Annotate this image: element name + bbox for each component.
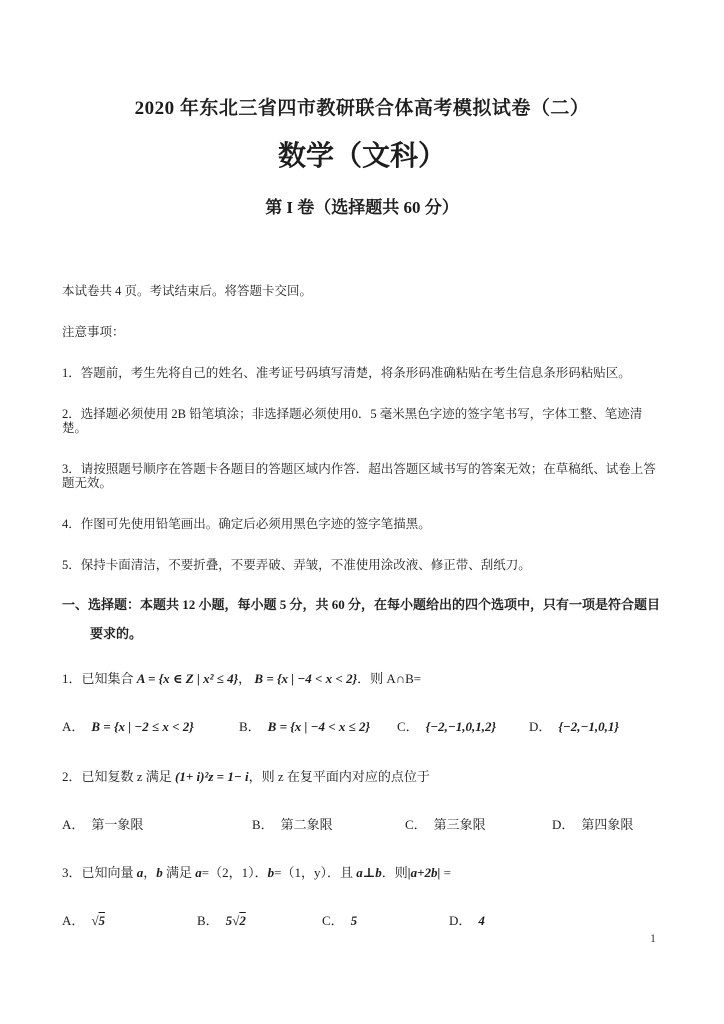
option-text: 5√2	[225, 913, 246, 928]
option-label: A．	[62, 817, 85, 832]
question-3-option-b	[197, 911, 322, 931]
question-1-options	[62, 717, 662, 737]
question-2-stem: 2．已知复数 z 满足 (1+ i)²z = 1− i，则 z 在复平面内对应的点位于	[62, 769, 430, 784]
option-text: B = {x | −4 < x ≤ 2}	[267, 719, 371, 734]
question-3-options	[62, 911, 662, 931]
question-3-stem: 3．已知向量 a，b 满足 a=（2，1）．b=（1，y）．且 a⊥b．则|a+2b| =	[62, 865, 451, 880]
note-item-3: 3．请按照题号顺序在答题卡各题目的答题区域内作答．超出答题区域书写的答案无效；在草稿纸、试卷上答题无效。	[62, 462, 656, 490]
option-label: C．	[405, 817, 427, 832]
page-number: 1	[650, 931, 656, 945]
option-label: D．	[529, 719, 552, 734]
note-item-2: 2．选择题必须使用 2B 铅笔填涂；非选择题必须使用0．5 毫米黑色字迹的签字笔书写，字体工整、笔迹清楚。	[62, 407, 643, 435]
option-label: D．	[552, 817, 575, 832]
option-label: B．	[197, 913, 219, 928]
option-text: 第二象限	[280, 817, 333, 832]
option-text: {−2,−1,0,1,2}	[425, 719, 496, 734]
question-3	[62, 863, 662, 931]
subject-title: 数学（文科）	[277, 141, 446, 172]
question-1	[62, 669, 662, 737]
option-text: 第四象限	[581, 817, 634, 832]
question-2-option-c	[405, 815, 552, 835]
note-item-5: 5．保持卡面清洁，不要折叠，不要弄破、弄皱，不准使用涂改液、修正带、刮纸刀。	[62, 558, 531, 572]
question-3-option-c	[322, 911, 449, 931]
option-label: A．	[62, 719, 85, 734]
option-text: B = {x | −2 ≤ x < 2}	[91, 719, 194, 734]
question-2-options	[62, 815, 662, 835]
section-one-heading	[62, 597, 662, 641]
section-one-heading-line1: 一、选择题：本题共 12 小题，每小题 5 分，共 60 分，在每小题给出的四个选项中，只有一项是符合题目	[62, 597, 661, 612]
option-text: 第三象限	[433, 817, 486, 832]
option-label: B．	[252, 817, 274, 832]
question-1-option-a	[62, 717, 239, 737]
option-text: √5	[91, 913, 106, 928]
option-text: {−2,−1,0,1}	[558, 719, 619, 734]
exam-instructions-intro: 本试卷共 4 页。考试结束后。将答题卡交回。	[62, 284, 313, 298]
note-item-1: 1．答题前，考生先将自己的姓名、准考证号码填写清楚，将条形码准确粘贴在考生信息条形码粘贴区。	[62, 366, 631, 380]
option-text: 第一象限	[91, 817, 144, 832]
question-2-option-a	[62, 815, 252, 835]
option-text: 5	[350, 913, 358, 928]
question-2	[62, 767, 662, 835]
notes-heading: 注意事项：	[62, 325, 125, 339]
question-2-option-d	[552, 815, 633, 835]
question-1-option-b	[239, 717, 397, 737]
question-3-option-d	[449, 911, 485, 931]
option-label: B．	[239, 719, 261, 734]
option-text: 4	[478, 913, 485, 928]
option-label: C．	[397, 719, 419, 734]
option-label: D．	[449, 913, 472, 928]
option-label: A．	[62, 913, 85, 928]
question-2-option-b	[252, 815, 405, 835]
question-1-option-d	[529, 717, 619, 737]
question-1-option-c	[397, 717, 529, 737]
question-1-stem: 1．已知集合 A = {x ∈ Z | x² ≤ 4}， B = {x | −4 < x < 2}．则 A∩B=	[62, 671, 422, 686]
exam-title: 2020 年东北三省四市教研联合体高考模拟试卷（二）	[134, 98, 590, 119]
note-item-4: 4．作图可先使用铅笔画出。确定后必须用黑色字迹的签字笔描黑。	[62, 517, 431, 531]
option-label: C．	[322, 913, 344, 928]
part-title: 第 I 卷（选择题共 60 分）	[265, 198, 459, 217]
question-3-option-a	[62, 911, 197, 931]
section-one-heading-line2: 要求的。	[90, 626, 143, 641]
